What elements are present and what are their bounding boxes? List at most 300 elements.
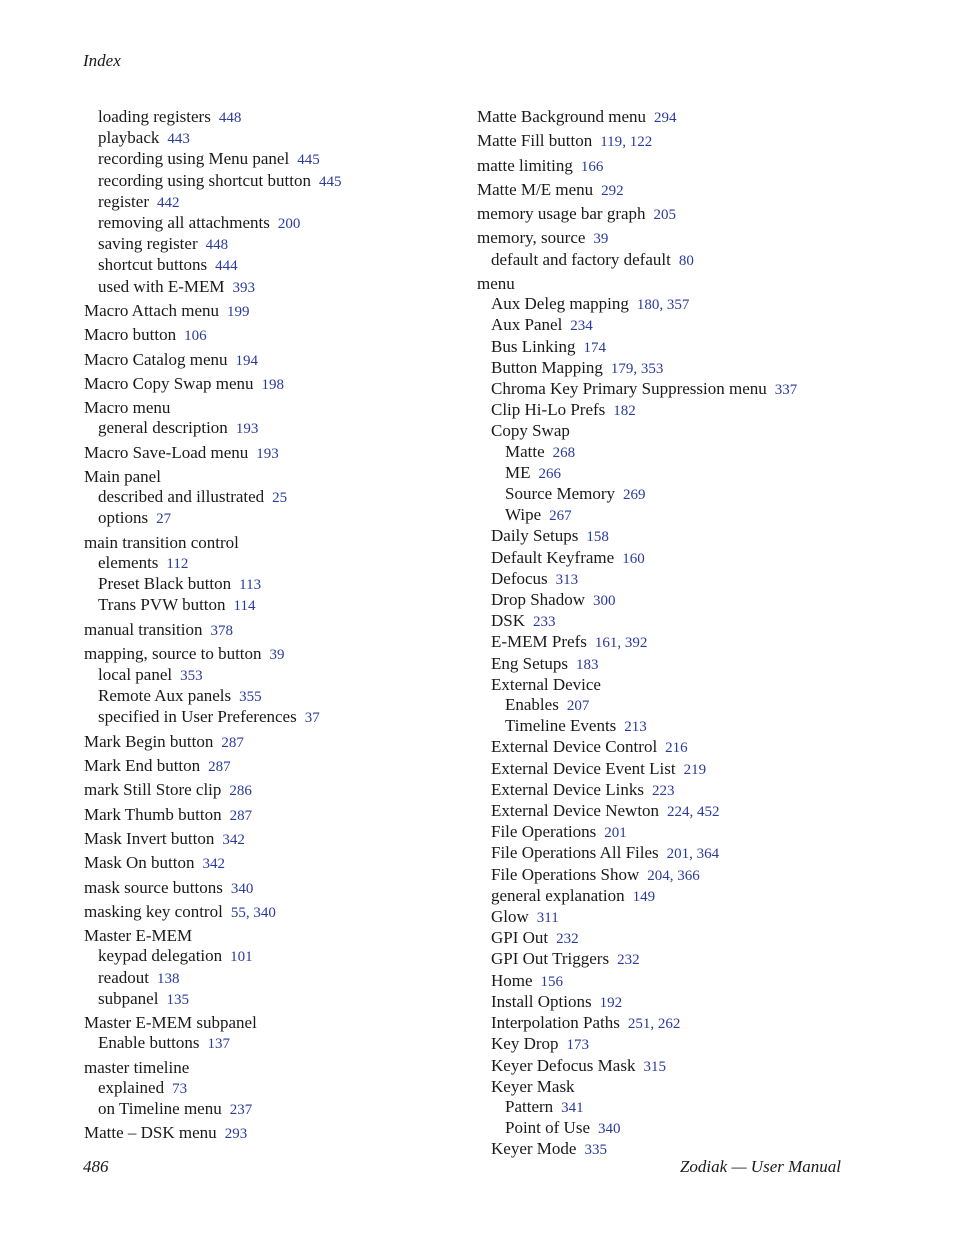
index-term: mark Still Store clip <box>84 780 222 800</box>
page-link[interactable]: 174 <box>583 339 607 356</box>
index-entry <box>84 128 464 149</box>
page-link[interactable]: 233 <box>533 614 556 631</box>
page-references <box>230 1102 253 1118</box>
index-entry <box>84 686 464 707</box>
index-term: Macro Copy Swap menu <box>84 373 254 393</box>
page-link[interactable]: 287 <box>229 807 253 824</box>
page-link[interactable]: 287 <box>208 759 231 776</box>
index-entry <box>84 968 464 989</box>
index-term: Macro button <box>84 325 177 345</box>
index-entry <box>84 1013 464 1033</box>
index-term: Preset Black button <box>98 574 232 594</box>
index-term: Mark Begin button <box>84 731 214 751</box>
page-link[interactable]: 201 <box>604 825 627 842</box>
page-link[interactable]: 213 <box>624 719 647 736</box>
index-term: Keyer Mode <box>491 1139 577 1159</box>
page-link[interactable]: 199 <box>227 303 250 320</box>
page-link[interactable]: 114 <box>233 598 256 615</box>
index-entry <box>84 1123 464 1144</box>
page-link[interactable]: 101 <box>230 949 253 966</box>
index-entry <box>84 418 464 439</box>
index-entry <box>84 620 464 641</box>
index-entry <box>84 443 464 464</box>
index-term: File Operations <box>491 822 597 842</box>
page-number: 486 <box>83 1157 109 1176</box>
page-link[interactable]: 80 <box>678 252 694 269</box>
index-term: master timeline <box>84 1057 190 1077</box>
page-link[interactable]: 232 <box>617 952 640 969</box>
index-entry <box>477 1077 897 1097</box>
page-references <box>230 808 253 824</box>
page-references <box>203 856 226 872</box>
page-link[interactable]: 158 <box>586 529 609 546</box>
page-references <box>665 740 688 756</box>
page-references: 55, 340 <box>230 904 276 921</box>
index-entry <box>84 644 464 665</box>
page-references <box>230 949 253 965</box>
page-references <box>206 237 229 253</box>
page-references <box>567 1037 590 1053</box>
index-entry <box>477 992 897 1013</box>
index-term: Master E-MEM <box>84 926 193 946</box>
index-entry <box>84 171 464 192</box>
page-references <box>184 328 207 344</box>
index-entry <box>84 926 464 946</box>
page-link[interactable]: 445 <box>318 173 342 190</box>
index-entry <box>84 946 464 967</box>
page-link[interactable]: 393 <box>232 279 256 296</box>
page-link[interactable]: 192 <box>599 994 623 1011</box>
page-references <box>227 304 250 320</box>
index-term: File Operations Show <box>491 864 640 884</box>
page-link[interactable]: 357 <box>666 297 690 314</box>
index-entry <box>477 1097 897 1118</box>
index-term: Defocus <box>491 568 548 588</box>
index-entry <box>84 374 464 395</box>
page-link[interactable]: 287 <box>221 734 244 751</box>
page-references <box>221 735 244 751</box>
index-entry <box>477 1118 897 1139</box>
index-term: keypad delegation <box>98 946 223 966</box>
index-entry <box>477 548 897 569</box>
index-entry <box>477 1034 897 1055</box>
page-link[interactable]: 392 <box>624 635 648 652</box>
index-entry <box>477 590 897 611</box>
index-term: subpanel <box>98 988 159 1008</box>
page-references <box>541 974 564 990</box>
index-entry <box>477 632 897 653</box>
page-link[interactable]: 340 <box>253 904 276 921</box>
index-term: External Device Event List <box>491 758 676 778</box>
index-term: playback <box>98 128 160 148</box>
page-link[interactable]: 442 <box>156 194 180 211</box>
index-entry <box>477 928 897 949</box>
index-entry <box>477 315 897 336</box>
index-term: Home <box>491 970 533 990</box>
page-link[interactable]: 119 <box>600 134 623 151</box>
page-references <box>679 253 694 269</box>
page-references <box>533 614 556 630</box>
index-term: memory usage bar graph <box>477 204 646 224</box>
page-link[interactable]: 37 <box>304 710 320 727</box>
page-link[interactable]: 286 <box>229 783 252 800</box>
index-entry <box>477 294 897 315</box>
page-link[interactable]: 216 <box>665 740 688 757</box>
page-references <box>556 572 579 588</box>
index-term: shortcut buttons <box>98 255 208 275</box>
page-references <box>167 131 190 147</box>
page-link[interactable]: 268 <box>552 444 576 461</box>
index-entry <box>84 732 464 753</box>
page-references <box>172 1081 187 1097</box>
index-term: explained <box>98 1077 165 1097</box>
page-link[interactable]: 223 <box>651 782 675 799</box>
index-term: Install Options <box>491 991 592 1011</box>
index-term: Chroma Key Primary Suppression menu <box>491 379 767 398</box>
page-link[interactable]: 378 <box>210 622 234 639</box>
index-entry <box>84 325 464 346</box>
page-link[interactable]: 251 <box>627 1016 651 1033</box>
page-link[interactable]: 443 <box>167 131 190 148</box>
page-link[interactable]: 25 <box>272 490 288 507</box>
index-term: elements <box>98 552 159 572</box>
index-entry <box>477 400 897 421</box>
index-term: general description <box>98 418 228 438</box>
page-link[interactable]: 341 <box>561 1099 584 1116</box>
page-link[interactable]: 353 <box>640 360 664 377</box>
index-entry <box>84 487 464 508</box>
index-entry <box>477 379 897 400</box>
page-link[interactable]: 39 <box>593 231 609 248</box>
page-references <box>225 1126 248 1142</box>
index-term: Mark Thumb button <box>84 804 222 824</box>
index-entry <box>84 234 464 255</box>
page-references <box>305 710 320 726</box>
page-references <box>262 377 285 393</box>
page-link[interactable]: 340 <box>230 880 254 897</box>
index-term: Aux Panel <box>491 315 563 335</box>
index-entry <box>477 250 897 271</box>
index-entry <box>84 1078 464 1099</box>
page-link[interactable]: 232 <box>556 931 579 948</box>
page-link[interactable]: 293 <box>224 1126 248 1143</box>
index-entry <box>477 131 897 152</box>
page-references <box>239 577 261 593</box>
page-link[interactable]: 355 <box>239 689 262 706</box>
page-link[interactable]: 448 <box>218 110 242 126</box>
index-entry <box>84 1033 464 1054</box>
index-term: External Device Control <box>491 737 658 757</box>
page-references <box>208 1036 231 1052</box>
page-references <box>156 511 171 527</box>
index-entry <box>84 149 464 170</box>
page-references <box>229 783 252 799</box>
page-references <box>272 490 287 506</box>
page-link[interactable]: 219 <box>683 761 707 778</box>
index-entry <box>84 989 464 1010</box>
index-term: menu <box>477 273 515 293</box>
index-entry <box>84 756 464 777</box>
page-references <box>633 889 656 905</box>
index-term: Keyer Mask <box>491 1076 575 1096</box>
page-references <box>549 508 572 524</box>
page-link[interactable]: 137 <box>207 1036 231 1053</box>
index-entry <box>84 255 464 276</box>
page-references <box>233 280 256 296</box>
index-term: Matte – DSK menu <box>84 1123 217 1143</box>
index-term: general explanation <box>491 885 625 905</box>
index-term: Keyer Defocus Mask <box>491 1055 636 1075</box>
page-link[interactable]: 156 <box>540 973 564 990</box>
page-link[interactable]: 366 <box>677 867 700 884</box>
index-entry <box>477 907 897 928</box>
page-link[interactable]: 262 <box>657 1016 681 1033</box>
page-link[interactable]: 353 <box>180 668 203 685</box>
index-term: specified in User Preferences <box>98 707 297 727</box>
index-term: main transition control <box>84 532 239 552</box>
page-link[interactable]: 444 <box>215 258 238 275</box>
page-link[interactable]: 183 <box>575 656 599 673</box>
page-link[interactable]: 224 <box>667 804 690 821</box>
page-references: 224, 452 <box>667 804 720 821</box>
index-entry <box>84 595 464 616</box>
index-term: recording using Menu panel <box>98 149 290 169</box>
page-link[interactable]: 198 <box>261 376 285 393</box>
index-entry <box>477 204 897 225</box>
index-entry <box>477 654 897 675</box>
index-term: local panel <box>98 665 173 685</box>
page-references <box>157 195 180 211</box>
index-entry <box>477 737 897 758</box>
page-link[interactable]: 364 <box>696 846 720 863</box>
page-link[interactable]: 267 <box>549 508 572 525</box>
index-term: GPI Out <box>491 928 549 948</box>
index-entry <box>477 780 897 801</box>
page-references <box>561 1100 584 1116</box>
index-term: Mark End button <box>84 756 201 776</box>
index-term: Point of Use <box>505 1118 590 1138</box>
index-term: on Timeline menu <box>98 1098 222 1118</box>
index-entry <box>477 695 897 716</box>
page-references: 161, 392 <box>594 635 648 652</box>
index-entry <box>477 1056 897 1077</box>
page-references <box>617 952 640 968</box>
page-link[interactable]: 335 <box>584 1142 607 1159</box>
page-link[interactable]: 173 <box>566 1037 590 1054</box>
index-entry <box>477 971 897 992</box>
index-term: External Device Links <box>491 779 644 799</box>
index-entry <box>477 675 897 695</box>
page-link[interactable]: 234 <box>570 318 593 335</box>
index-entry <box>477 274 897 294</box>
page-references <box>239 689 262 705</box>
page-link[interactable]: 201 <box>666 846 690 863</box>
index-term: DSK <box>491 611 526 631</box>
page-link[interactable]: 445 <box>297 152 320 169</box>
index-entry <box>477 759 897 780</box>
page-link[interactable]: 266 <box>538 465 561 482</box>
page-references: 179, 353 <box>610 360 664 377</box>
index-entry <box>477 569 897 590</box>
page-references <box>643 1059 666 1075</box>
page-link[interactable]: 237 <box>229 1101 253 1118</box>
page-link[interactable]: 122 <box>629 134 653 151</box>
index-term: Copy Swap <box>491 421 570 441</box>
index-term: options <box>98 508 149 528</box>
page-link[interactable]: 106 <box>184 328 207 345</box>
page-references <box>236 353 259 369</box>
page-references <box>222 832 245 848</box>
page-link[interactable]: 269 <box>623 487 646 504</box>
page-references: 251, 262 <box>627 1016 681 1033</box>
index-term: mapping, source to button <box>84 643 262 663</box>
page-references <box>219 110 242 126</box>
page-link[interactable]: 138 <box>156 970 180 987</box>
index-entry <box>477 716 897 737</box>
page-link[interactable]: 342 <box>222 831 245 848</box>
page-references <box>180 668 203 684</box>
index-entry <box>84 878 464 899</box>
page-link[interactable]: 55 <box>230 904 246 921</box>
index-term: default and factory default <box>491 249 671 269</box>
index-term: Key Drop <box>491 1034 559 1054</box>
page-references <box>553 445 576 461</box>
index-entry <box>84 277 464 298</box>
index-entry <box>84 574 464 595</box>
page-link[interactable]: 205 <box>653 207 677 224</box>
index-entry <box>84 398 464 418</box>
page-link[interactable]: 39 <box>269 646 285 663</box>
page-references <box>654 110 677 126</box>
page-references <box>684 762 707 778</box>
page-references <box>576 657 599 673</box>
index-term: File Operations All Files <box>491 843 659 863</box>
page-link[interactable]: 294 <box>654 110 677 126</box>
page-references <box>654 207 677 223</box>
page-link[interactable]: 112 <box>166 555 189 572</box>
index-term: Macro menu <box>84 398 171 418</box>
index-term: matte limiting <box>477 155 573 175</box>
index-entry <box>84 665 464 686</box>
index-entry <box>477 801 897 822</box>
index-entry <box>84 1058 464 1078</box>
page-link[interactable]: 135 <box>166 991 189 1008</box>
page-references: 204, 366 <box>647 867 700 884</box>
page-link[interactable]: 448 <box>205 237 229 254</box>
index-term: GPI Out Triggers <box>491 949 610 969</box>
page-link[interactable]: 313 <box>555 571 579 588</box>
page-references <box>297 152 320 168</box>
index-entry <box>84 213 464 234</box>
page-references <box>208 759 231 775</box>
page-references <box>166 992 189 1008</box>
index-entry <box>477 886 897 907</box>
index-term: loading registers <box>98 107 211 126</box>
page-link[interactable]: 193 <box>256 445 279 462</box>
page-link[interactable]: 160 <box>622 550 645 567</box>
page-references <box>157 971 180 987</box>
page-link[interactable]: 149 <box>632 888 656 905</box>
page-link[interactable]: 193 <box>235 421 259 438</box>
index-entry <box>84 902 464 923</box>
page-references <box>215 258 238 274</box>
page-link[interactable]: 161 <box>594 635 618 652</box>
page-references <box>593 593 616 609</box>
index-entry <box>84 829 464 850</box>
page-references <box>537 910 559 926</box>
index-entry <box>477 228 897 249</box>
page-link[interactable]: 204 <box>647 867 670 884</box>
page-references <box>622 551 645 567</box>
index-term: masking key control <box>84 901 223 921</box>
page-link[interactable]: 179 <box>610 360 634 377</box>
page-link[interactable]: 207 <box>566 698 590 715</box>
index-entry <box>477 611 897 632</box>
page-link[interactable]: 311 <box>536 910 559 927</box>
page-link[interactable]: 182 <box>613 403 636 420</box>
page-references: 180, 357 <box>636 297 690 314</box>
index-term: Button Mapping <box>491 357 603 377</box>
index-term: Pattern <box>505 1096 554 1116</box>
page-references <box>598 1121 621 1137</box>
page-link[interactable]: 315 <box>643 1058 666 1075</box>
index-term: Master E-MEM subpanel <box>84 1013 257 1032</box>
page-link[interactable]: 292 <box>601 182 624 199</box>
index-term: Drop Shadow <box>491 590 585 610</box>
page-references <box>581 159 604 175</box>
index-term: described and illustrated <box>98 487 265 507</box>
index-term: Macro Catalog menu <box>84 349 228 369</box>
index-entry <box>477 463 897 484</box>
page-link[interactable]: 166 <box>580 158 604 175</box>
index-entry <box>477 865 897 886</box>
page-references <box>556 931 579 947</box>
index-entry <box>477 156 897 177</box>
index-term: Aux Deleg mapping <box>491 294 629 314</box>
page-references <box>604 825 627 841</box>
index-term: Daily Setups <box>491 526 579 546</box>
index-term: Matte M/E menu <box>477 179 594 199</box>
page-references <box>231 881 254 897</box>
page-link[interactable]: 452 <box>697 804 720 821</box>
index-entry <box>84 192 464 213</box>
index-entry <box>477 1013 897 1034</box>
page-link[interactable]: 194 <box>235 352 259 369</box>
page-link[interactable]: 342 <box>202 856 225 873</box>
page-link[interactable]: 73 <box>172 1080 188 1097</box>
page-references <box>166 556 188 572</box>
page-link[interactable]: 337 <box>774 382 798 398</box>
index-term: Matte Fill button <box>477 131 593 151</box>
page-references <box>623 487 646 503</box>
page-link[interactable]: 113 <box>239 577 262 594</box>
page-link[interactable]: 27 <box>156 511 172 528</box>
index-entry <box>477 107 897 128</box>
index-entry <box>477 421 897 441</box>
page-link[interactable]: 300 <box>592 593 616 610</box>
page-link[interactable]: 340 <box>598 1121 621 1138</box>
index-term: Wipe <box>505 505 542 525</box>
page-link[interactable]: 200 <box>277 216 301 233</box>
index-entry <box>477 505 897 526</box>
index-term: Mask Invert button <box>84 828 215 848</box>
page-references <box>236 421 259 437</box>
index-term: Source Memory <box>505 484 616 504</box>
page-references <box>652 783 675 799</box>
page-references <box>270 647 285 663</box>
page-references <box>570 318 593 334</box>
page-link[interactable]: 180 <box>636 297 660 314</box>
